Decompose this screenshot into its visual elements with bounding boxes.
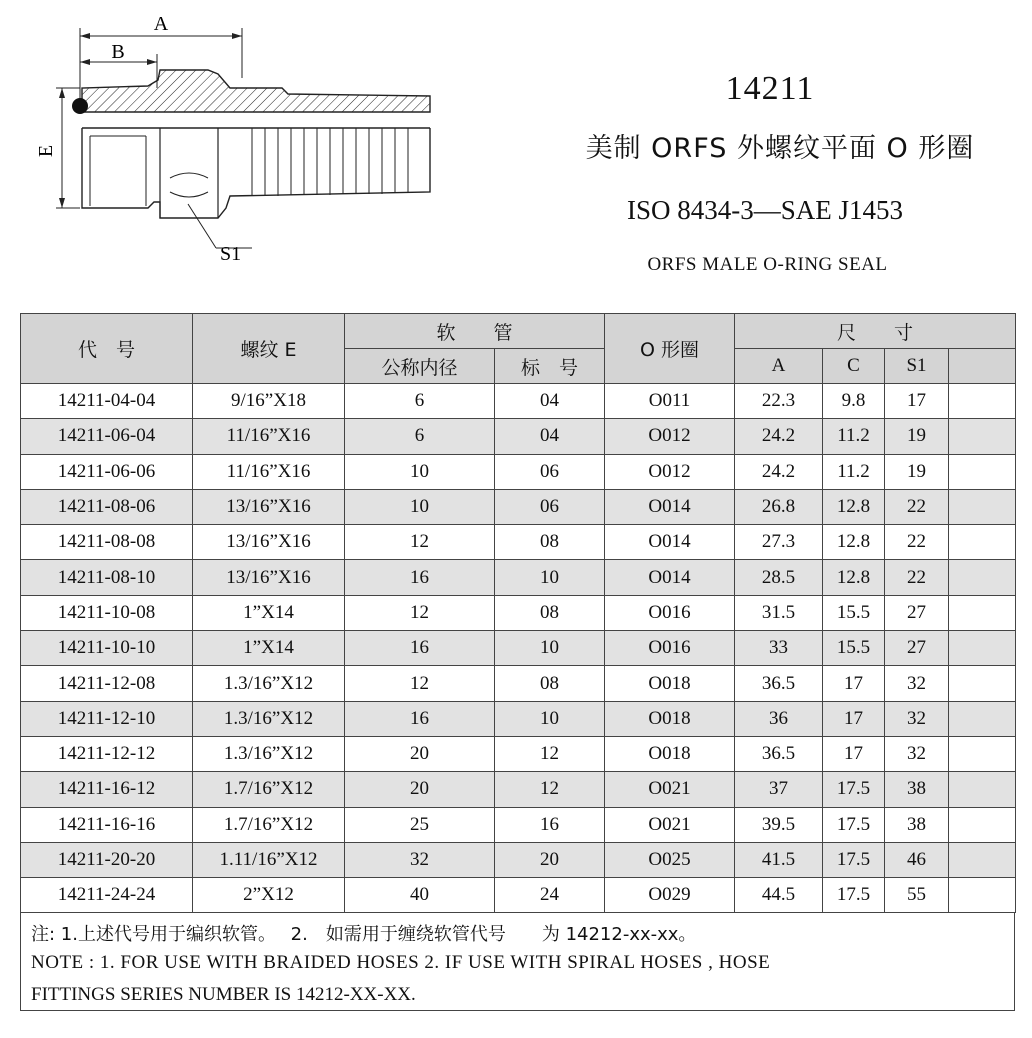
cell-thread: 1.3/16”X12 — [193, 666, 345, 701]
cell-c: 11.2 — [823, 419, 885, 454]
table-row — [21, 419, 1016, 454]
cell-thread: 1.11/16”X12 — [193, 842, 345, 877]
cell-dn: 16 — [345, 631, 495, 666]
specs-body — [21, 384, 1016, 913]
table-row — [21, 666, 1016, 701]
cell-c: 12.8 — [823, 560, 885, 595]
cell-a: 26.8 — [735, 489, 823, 524]
cell-a: 36 — [735, 701, 823, 736]
cell-dn: 25 — [345, 807, 495, 842]
cell-c: 9.8 — [823, 384, 885, 419]
table-row — [21, 807, 1016, 842]
cell-mark: 24 — [495, 878, 605, 913]
cell-code: 14211-24-24 — [21, 878, 193, 913]
cell-s1: 46 — [885, 842, 949, 877]
cell-s1: 17 — [885, 384, 949, 419]
cell-mark: 10 — [495, 701, 605, 736]
table-row — [21, 701, 1016, 736]
cell-code: 14211-10-10 — [21, 631, 193, 666]
cell-oring: O014 — [605, 560, 735, 595]
cell-blank — [949, 666, 1016, 701]
cell-code: 14211-04-04 — [21, 384, 193, 419]
cell-blank — [949, 807, 1016, 842]
label-a: A — [153, 13, 169, 35]
cell-dn: 12 — [345, 595, 495, 630]
cell-s1: 22 — [885, 525, 949, 560]
cell-blank — [949, 701, 1016, 736]
cell-blank — [949, 736, 1016, 771]
label-e: E — [35, 144, 57, 158]
cell-mark: 20 — [495, 842, 605, 877]
cell-code: 14211-08-06 — [21, 489, 193, 524]
cell-mark: 10 — [495, 631, 605, 666]
cell-thread: 11/16”X16 — [193, 419, 345, 454]
cell-a: 31.5 — [735, 595, 823, 630]
cell-thread: 2”X12 — [193, 878, 345, 913]
cell-thread: 13/16”X16 — [193, 560, 345, 595]
part-number: 14211 — [725, 70, 815, 107]
cell-oring: O018 — [605, 736, 735, 771]
cell-thread: 13/16”X16 — [193, 489, 345, 524]
header-code: 代 号 — [21, 314, 193, 384]
cell-mark: 06 — [495, 454, 605, 489]
cell-code: 14211-12-12 — [21, 736, 193, 771]
table-row — [21, 736, 1016, 771]
label-b: B — [111, 41, 125, 63]
cell-c: 15.5 — [823, 631, 885, 666]
cell-oring: O018 — [605, 701, 735, 736]
table-row — [21, 384, 1016, 419]
cell-c: 17 — [823, 701, 885, 736]
table-row — [21, 525, 1016, 560]
header-s1: S1 — [885, 349, 949, 384]
cell-dn: 6 — [345, 419, 495, 454]
cell-dn: 20 — [345, 736, 495, 771]
cell-oring: O018 — [605, 666, 735, 701]
cell-code: 14211-06-06 — [21, 454, 193, 489]
header-hose: 软 管 — [345, 314, 605, 349]
cell-code: 14211-10-08 — [21, 595, 193, 630]
cell-a: 39.5 — [735, 807, 823, 842]
header-a: A — [735, 349, 823, 384]
cell-mark: 08 — [495, 525, 605, 560]
cell-a: 41.5 — [735, 842, 823, 877]
cell-a: 36.5 — [735, 666, 823, 701]
cell-code: 14211-16-16 — [21, 807, 193, 842]
title-chinese: 美制 ORFS 外螺纹平面 O 形圈 — [585, 133, 975, 164]
cell-thread: 1.7/16”X12 — [193, 807, 345, 842]
cell-dn: 16 — [345, 560, 495, 595]
cell-mark: 04 — [495, 384, 605, 419]
cell-c: 17.5 — [823, 807, 885, 842]
cell-blank — [949, 878, 1016, 913]
cell-thread: 1.7/16”X12 — [193, 772, 345, 807]
cell-mark: 06 — [495, 489, 605, 524]
cell-c: 17 — [823, 736, 885, 771]
cell-c: 17.5 — [823, 878, 885, 913]
note-english-line2: FITTINGS SERIES NUMBER IS 14212-XX-XX. — [31, 984, 416, 1005]
cell-oring: O029 — [605, 878, 735, 913]
cell-thread: 1”X14 — [193, 595, 345, 630]
cell-c: 17.5 — [823, 842, 885, 877]
cell-blank — [949, 560, 1016, 595]
cell-blank — [949, 631, 1016, 666]
cell-a: 33 — [735, 631, 823, 666]
cell-dn: 32 — [345, 842, 495, 877]
cell-mark: 08 — [495, 595, 605, 630]
table-row — [21, 842, 1016, 877]
notes-box — [20, 912, 1015, 1011]
cell-thread: 1.3/16”X12 — [193, 701, 345, 736]
cell-thread: 1.3/16”X12 — [193, 736, 345, 771]
cell-dn: 10 — [345, 454, 495, 489]
table-row — [21, 878, 1016, 913]
cell-a: 22.3 — [735, 384, 823, 419]
header-size: 尺 寸 — [735, 314, 1016, 349]
label-s1: S1 — [220, 243, 242, 265]
cell-oring: O016 — [605, 595, 735, 630]
note-english-line1: NOTE : 1. FOR USE WITH BRAIDED HOSES 2. IF USE WITH SPIRAL HOSES , HOSE — [31, 952, 771, 973]
cell-dn: 10 — [345, 489, 495, 524]
cell-thread: 1”X14 — [193, 631, 345, 666]
cell-s1: 27 — [885, 595, 949, 630]
cell-a: 36.5 — [735, 736, 823, 771]
cell-dn: 16 — [345, 701, 495, 736]
cell-s1: 38 — [885, 807, 949, 842]
cell-dn: 20 — [345, 772, 495, 807]
cell-code: 14211-12-08 — [21, 666, 193, 701]
header-hose-nominal: 公称内径 — [345, 349, 495, 384]
note-chinese: 注: 1.上述代号用于编织软管。 2. 如需用于缠绕软管代号 为 14212-xx-xx。 — [31, 924, 697, 945]
cell-a: 27.3 — [735, 525, 823, 560]
cell-s1: 19 — [885, 454, 949, 489]
cell-a: 24.2 — [735, 454, 823, 489]
cell-blank — [949, 842, 1016, 877]
title-english: ORFS MALE O-RING SEAL — [647, 254, 888, 275]
cell-dn: 6 — [345, 384, 495, 419]
table-row — [21, 560, 1016, 595]
cell-mark: 10 — [495, 560, 605, 595]
cell-a: 44.5 — [735, 878, 823, 913]
table-row — [21, 454, 1016, 489]
cell-blank — [949, 419, 1016, 454]
cell-dn: 12 — [345, 666, 495, 701]
cell-s1: 22 — [885, 560, 949, 595]
cell-oring: O025 — [605, 842, 735, 877]
cell-mark: 16 — [495, 807, 605, 842]
cell-code: 14211-12-10 — [21, 701, 193, 736]
cell-mark: 12 — [495, 736, 605, 771]
table-row — [21, 772, 1016, 807]
cell-s1: 32 — [885, 701, 949, 736]
cell-oring: O021 — [605, 772, 735, 807]
cell-dn: 12 — [345, 525, 495, 560]
cell-mark: 08 — [495, 666, 605, 701]
cell-oring: O011 — [605, 384, 735, 419]
cell-code: 14211-16-12 — [21, 772, 193, 807]
header-blank — [949, 349, 1016, 384]
cell-c: 17 — [823, 666, 885, 701]
cell-c: 12.8 — [823, 489, 885, 524]
header-oring: O 形圈 — [605, 314, 735, 384]
cell-s1: 55 — [885, 878, 949, 913]
cell-c: 17.5 — [823, 772, 885, 807]
header-thread: 螺纹 E — [193, 314, 345, 384]
cell-a: 28.5 — [735, 560, 823, 595]
cell-oring: O016 — [605, 631, 735, 666]
cell-dn: 40 — [345, 878, 495, 913]
cell-blank — [949, 525, 1016, 560]
cell-blank — [949, 454, 1016, 489]
cell-code: 14211-08-08 — [21, 525, 193, 560]
cell-s1: 38 — [885, 772, 949, 807]
cell-oring: O012 — [605, 454, 735, 489]
cell-c: 15.5 — [823, 595, 885, 630]
cell-c: 12.8 — [823, 525, 885, 560]
table-row — [21, 489, 1016, 524]
table-row — [21, 631, 1016, 666]
cell-thread: 13/16”X16 — [193, 525, 345, 560]
cell-c: 11.2 — [823, 454, 885, 489]
cell-blank — [949, 384, 1016, 419]
cell-mark: 12 — [495, 772, 605, 807]
specs-table — [20, 313, 1016, 913]
fitting-drawing — [20, 8, 480, 298]
table-row — [21, 595, 1016, 630]
cell-s1: 22 — [885, 489, 949, 524]
cell-a: 37 — [735, 772, 823, 807]
cell-oring: O014 — [605, 489, 735, 524]
cell-oring: O014 — [605, 525, 735, 560]
cell-s1: 19 — [885, 419, 949, 454]
header-c: C — [823, 349, 885, 384]
cell-s1: 27 — [885, 631, 949, 666]
header-hose-mark: 标 号 — [495, 349, 605, 384]
cell-blank — [949, 772, 1016, 807]
cell-thread: 9/16”X18 — [193, 384, 345, 419]
cell-blank — [949, 489, 1016, 524]
cell-a: 24.2 — [735, 419, 823, 454]
standard-title: ISO 8434-3—SAE J1453 — [626, 195, 903, 225]
cell-oring: O021 — [605, 807, 735, 842]
cell-blank — [949, 595, 1016, 630]
cell-code: 14211-06-04 — [21, 419, 193, 454]
cell-mark: 04 — [495, 419, 605, 454]
cell-oring: O012 — [605, 419, 735, 454]
cell-s1: 32 — [885, 736, 949, 771]
cell-code: 14211-08-10 — [21, 560, 193, 595]
cell-code: 14211-20-20 — [21, 842, 193, 877]
cell-thread: 11/16”X16 — [193, 454, 345, 489]
cell-s1: 32 — [885, 666, 949, 701]
